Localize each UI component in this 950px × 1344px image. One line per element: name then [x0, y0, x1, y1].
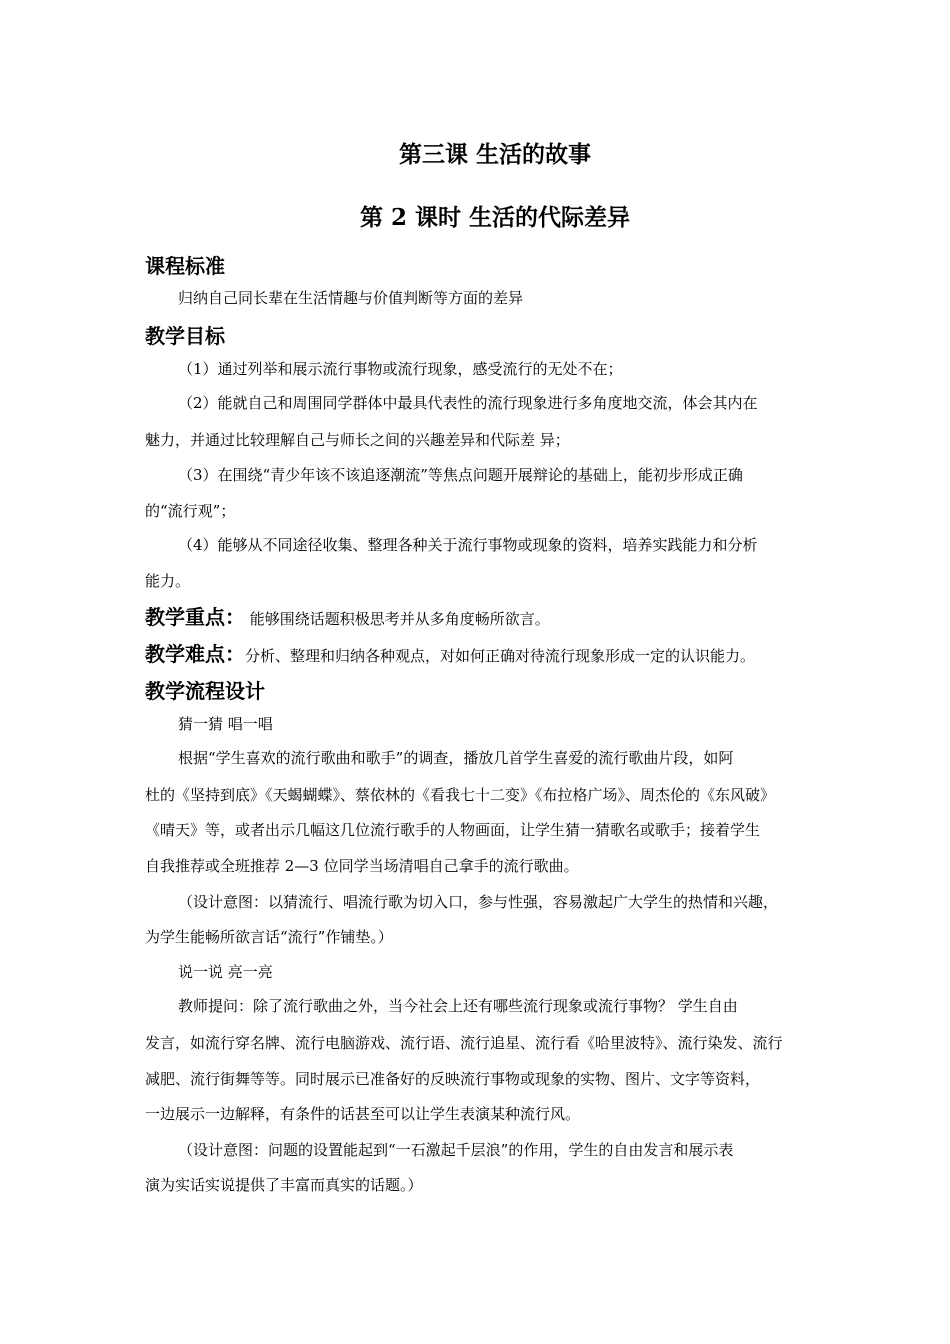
flow-line: 教师提问：除了流行歌曲之外，当今社会上还有哪些流行现象或流行事物？ 学生自由 [178, 997, 738, 1015]
flow-line: 演为实话实说提供了丰富而真实的话题。） [145, 1176, 423, 1194]
difficulty-text: 分析、整理和归纳各种观点，对如何正确对待流行现象形成一定的认识能力。 [245, 647, 756, 665]
flow-subheading: 猜一猜 唱一唱 [178, 715, 273, 733]
key-point [145, 601, 550, 630]
flow-line: 为学生能畅所欲言话“流行”作铺垫。） [145, 928, 393, 946]
goals-heading: 教学目标 [145, 324, 225, 348]
standard-heading: 课程标准 [145, 254, 225, 278]
difficulty-point [145, 638, 755, 667]
lesson-subtitle: 第 2 课时 生活的代际差异 [359, 204, 631, 231]
goal-line: 的“流行观”； [145, 502, 236, 520]
flow-line: （设计意图：以猜流行、唱流行歌为切入口，参与性强，容易激起广大学生的热情和兴趣， [178, 893, 779, 911]
flow-line: 一边展示一边解释，有条件的话甚至可以让学生表演某种流行风。 [145, 1105, 581, 1123]
flow-line: 自我推荐或全班推荐 2—3 位同学当场清唱自己拿手的流行歌曲。 [145, 857, 579, 875]
goal-line: （3）在围绕“青少年该不该追逐潮流”等焦点问题开展辩论的基础上，能初步形成正确 [178, 466, 743, 484]
flow-subheading: 说一说 亮一亮 [178, 963, 273, 981]
flow-line: 发言，如流行穿名牌、流行电脑游戏、流行语、流行追星、流行看《哈里波特》、流行染发、流行 [145, 1034, 783, 1052]
key-point-text: 能够围绕话题积极思考并从多角度畅所欲言。 [245, 610, 550, 628]
lesson-title: 第三课 生活的故事 [398, 141, 591, 168]
goal-line: （2）能就自己和周围同学群体中最具代表性的流行现象进行多角度地交流，体会其内在 [178, 394, 758, 412]
flow-line: 根据“学生喜欢的流行歌曲和歌手”的调查，播放几首学生喜爱的流行歌曲片段，如阿 [178, 749, 734, 767]
difficulty-label: 教学难点： [145, 642, 245, 666]
standard-text: 归纳自己同长辈在生活情趣与价值判断等方面的差异 [178, 289, 524, 307]
goal-line: （4）能够从不同途径收集、整理各种关于流行事物或现象的资料，培养实践能力和分析 [178, 536, 758, 554]
goal-line: 能力。 [145, 572, 191, 590]
flow-heading: 教学流程设计 [145, 679, 265, 703]
key-point-label: 教学重点： [145, 605, 245, 629]
flow-line: 《晴天》等，或者出示几幅这几位流行歌手的人物画面，让学生猜一猜歌名或歌手；接着学生 [145, 821, 761, 839]
flow-line: 减肥、流行街舞等等。同时展示已准备好的反映流行事物或现象的实物、图片、文字等资料， [145, 1070, 761, 1088]
goal-line: 魅力，并通过比较理解自己与师长之间的兴趣差异和代际差 异； [145, 431, 570, 449]
flow-line: （设计意图：问题的设置能起到“一石激起千层浪”的作用，学生的自由发言和展示表 [178, 1141, 734, 1159]
goal-line: （1）通过列举和展示流行事物或流行现象，感受流行的无处不在； [178, 360, 623, 378]
flow-line: 杜的《坚持到底》《天蝎蝴蝶》、蔡依林的《看我七十二变》《布拉格广场》、周杰伦的《东风破》 [145, 786, 776, 804]
